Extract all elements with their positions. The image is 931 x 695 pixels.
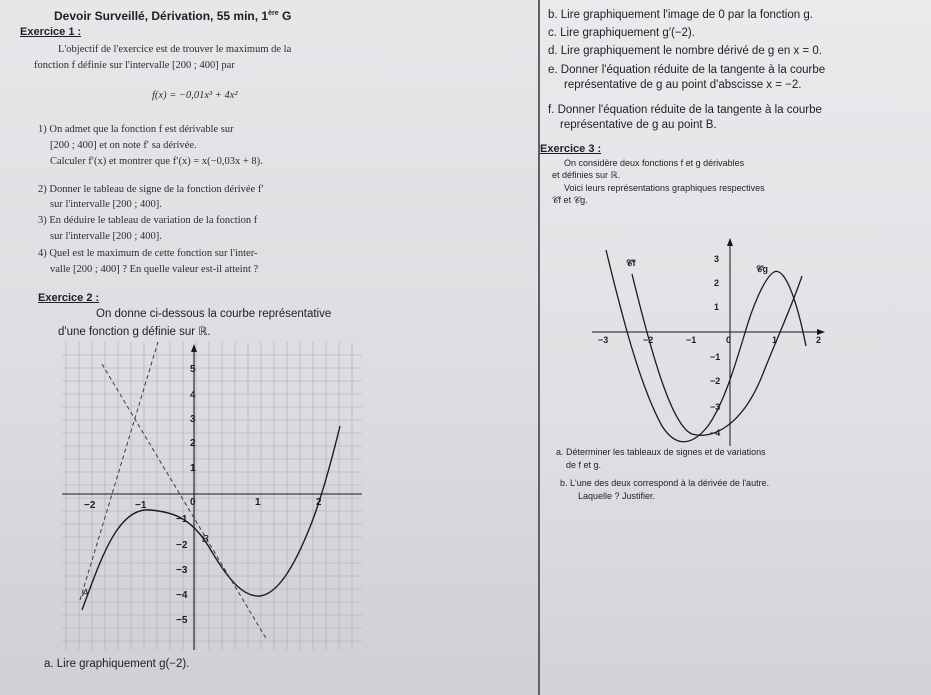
graph-g-y-tick-m2: −2: [176, 540, 188, 551]
graph-fg-y-tick-3: 3: [714, 254, 720, 264]
graph-g-y-tick-4: 4: [190, 390, 196, 401]
ex2-question-a: a. Lire graphiquement g(−2).: [44, 658, 190, 670]
ex2-intro-line-2: d'une fonction g définie sur ℝ.: [58, 326, 211, 338]
graph-fg-x-tick-2: 2: [816, 335, 822, 345]
ex2-question-f-line-2: représentative de g au point B.: [560, 119, 717, 131]
ex1-q3-line-1: 3) En déduire le tableau de variation de la fonction f: [38, 215, 258, 226]
graph-g-y-tick-m5: −5: [176, 615, 188, 626]
graph-fg-x-tick-m1: −1: [686, 335, 697, 345]
exercise-1-title: Exercice 1 :: [20, 26, 82, 38]
ex1-q4-line-2: valle [200 ; 400] ? En quelle valeur est-il atteint ?: [50, 264, 259, 275]
right-page: [540, 0, 931, 695]
graph-g-y-tick-1: 1: [190, 463, 196, 474]
ex3-intro-line-3: Voici leurs représentations graphiques respectives: [564, 183, 765, 193]
graph-fg-x-tick-1: 1: [772, 335, 778, 345]
graph-g-x-tick-2: 2: [316, 497, 322, 508]
ex1-intro-line-2: fonction f définie sur l'intervalle [200 ; 400] par: [34, 60, 235, 71]
ex3-question-b-line-2: Laquelle ? Justifier.: [578, 491, 656, 501]
exercise-3-title: Exercice 3 :: [540, 143, 602, 155]
point-b-label: B: [202, 534, 209, 545]
ex3-question-a-line-1: a. Déterminer les tableaux de signes et de variations: [556, 447, 766, 457]
curve-cf: [606, 250, 806, 442]
graph-g-x-tick-0: 0: [190, 497, 196, 508]
graph-g-y-tick-2: 2: [190, 438, 196, 449]
graph-g-y-tick-5: 5: [190, 364, 196, 375]
point-a-label: A: [82, 588, 89, 599]
ex1-q2-line-1: 2) Donner le tableau de signe de la fonction dérivée f′: [38, 184, 264, 195]
ex1-q3-line-2: sur l'intervalle [200 ; 400].: [50, 231, 162, 242]
ex3-question-a-line-2: de f et g.: [566, 460, 602, 470]
graph-g-x-tick-m1: −1: [135, 500, 147, 511]
exercise-2-title: Exercice 2 :: [38, 292, 100, 304]
graph-fg-y-tick-m3: −3: [710, 402, 721, 412]
ex3-intro-line-4: 𝒞f et 𝒞g.: [552, 195, 588, 205]
ex3-intro-line-1: On considère deux fonctions f et g dérivables: [564, 158, 745, 168]
ex1-formula: f(x) = −0,01x³ + 4x²: [152, 90, 238, 101]
ex3-intro-line-2: et définies sur ℝ.: [552, 170, 621, 180]
ex1-q1-line-1: 1) On admet que la fonction f est dérivable sur: [38, 124, 234, 135]
graph-fg-y-tick-m2: −2: [710, 376, 721, 386]
graph-fg-x-tick-m2: −2: [643, 335, 654, 345]
graph-f-g: [592, 236, 827, 446]
graph-g: [62, 342, 362, 650]
ex2-question-f-line-1: f. Donner l'équation réduite de la tangente à la courbe: [548, 104, 822, 116]
graph-g-x-tick-m2: −2: [84, 500, 96, 511]
label-cg: 𝒞g: [756, 264, 769, 274]
graph-fg-y-tick-m4: −4: [710, 428, 721, 438]
graph-fg-x-tick-m3: −3: [598, 335, 609, 345]
ex1-q2-line-2: sur l'intervalle [200 ; 400].: [50, 199, 162, 210]
graph-g-y-tick-m4: −4: [176, 590, 188, 601]
graph-g-x-tick-1: 1: [255, 497, 261, 508]
graph-fg-y-tick-m1: −1: [710, 352, 721, 362]
graph-g-y-tick-3: 3: [190, 414, 196, 425]
graph-g-y-tick-m3: −3: [176, 565, 188, 576]
ex2-question-e-line-1: e. Donner l'équation réduite de la tangente à la courbe: [548, 64, 826, 76]
ex1-intro-line-1: L'objectif de l'exercice est de trouver le maximum de la: [58, 44, 292, 55]
page-title: Devoir Surveillé, Dérivation, 55 min, 1ère G: [54, 9, 292, 23]
ex2-question-e-line-2: représentative de g au point d'abscisse x = −2.: [564, 79, 802, 91]
ex1-q1-line-3: Calculer f′(x) et montrer que f′(x) = x(−0,03x + 8).: [50, 156, 263, 167]
curve-g: [82, 426, 340, 610]
ex2-question-d: d. Lire graphiquement le nombre dérivé de g en x = 0.: [548, 45, 822, 57]
ex3-question-b-line-1: b. L'une des deux correspond à la dérivée de l'autre.: [560, 478, 770, 488]
graph-fg-y-arrow: [727, 238, 733, 246]
graph-fg-y-tick-2: 2: [714, 278, 720, 288]
ex2-question-c: c. Lire graphiquement g′(−2).: [548, 27, 695, 39]
graph-g-grid: [62, 342, 362, 650]
label-cf: 𝒞f: [626, 258, 636, 268]
graph-fg-y-tick-1: 1: [714, 302, 720, 312]
ex1-q4-line-1: 4) Quel est le maximum de cette fonction sur l'inter-: [38, 248, 258, 259]
ex1-q1-line-2: [200 ; 400] et on note f′ sa dérivée.: [50, 140, 197, 151]
ex2-question-b: b. Lire graphiquement l'image de 0 par la fonction g.: [548, 9, 813, 21]
ex2-intro-line-1: On donne ci-dessous la courbe représentative: [96, 308, 332, 320]
graph-g-y-tick-m1: −1: [176, 514, 188, 525]
graph-fg-x-tick-0: 0: [726, 335, 732, 345]
